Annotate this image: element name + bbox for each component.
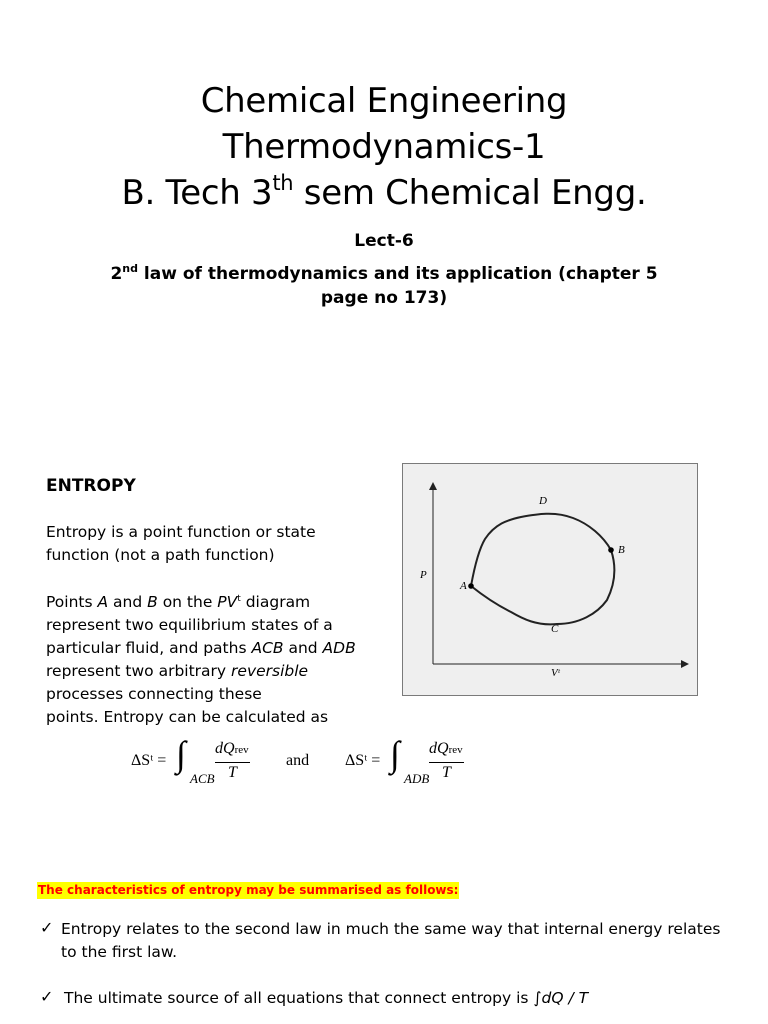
section-heading: ENTROPY	[46, 476, 136, 496]
v-axis-label: Vᵗ	[551, 667, 560, 679]
eq1-numerator	[215, 740, 249, 758]
point-a-marker	[468, 583, 474, 589]
pv-diagram-svg	[403, 464, 699, 697]
p-axis-label: P	[420, 569, 427, 581]
check-icon: ✓	[40, 989, 54, 1006]
eq2-dq: dQ	[429, 740, 449, 757]
eq2-fraction-bar	[429, 762, 464, 763]
paragraph-2-line-2: represent two equilibrium states of a	[46, 616, 333, 634]
title-line-2: Thermodynamics-1	[222, 127, 546, 167]
eq1-rev: rev	[234, 744, 249, 756]
cycle-path	[471, 514, 614, 625]
paragraph-2	[46, 591, 356, 729]
text-run: Points	[46, 593, 98, 611]
paragraph-2-line-6: points. Entropy can be calculated as	[46, 708, 329, 726]
text-run: and	[283, 639, 323, 657]
point-b-marker	[608, 547, 614, 553]
text-run: represent two arbitrary	[46, 662, 232, 680]
text-run: and	[108, 593, 148, 611]
paragraph-2-line-1	[46, 591, 356, 614]
subtitle-superscript: nd	[122, 262, 138, 275]
eq1-path: ACB	[190, 771, 215, 786]
eq1-denominator: T	[228, 764, 237, 781]
paragraph-2-line-5: processes connecting these	[46, 685, 262, 703]
paragraph-1	[46, 521, 316, 567]
paragraph-1-line-1: Entropy is a point function or state	[46, 523, 316, 541]
eq2-numerator	[429, 740, 463, 758]
characteristics-label: The characteristics of entropy may be summarised as follows:	[38, 883, 459, 897]
pv-diagram	[402, 463, 698, 696]
eq1-dq: dQ	[215, 740, 235, 757]
bullet-1	[61, 918, 720, 964]
subtitle-post: law of thermodynamics and its application (chapter 5	[138, 264, 658, 284]
eq-and: and	[286, 752, 310, 769]
eq2-rev: rev	[448, 744, 463, 756]
text-run: particular fluid, and paths	[46, 639, 252, 657]
check-icon: ✓	[40, 920, 54, 937]
eq2-lhs: ΔSᵗ =	[345, 752, 381, 769]
bullet-2	[64, 987, 588, 1010]
subtitle-line-2: page no 173)	[320, 288, 448, 308]
reversible-word: reversible	[231, 662, 309, 680]
paragraph-2-line-3	[46, 637, 356, 660]
bullet-1-line-1: Entropy relates to the second law in much the same way that internal energy relates	[61, 920, 721, 938]
title-superscript: th	[272, 171, 294, 195]
text-run: on the	[157, 593, 218, 611]
title-line-1: Chemical Engineering	[200, 81, 568, 121]
lecture-number: Lect-6	[354, 231, 414, 251]
point-c-label: C	[551, 623, 559, 635]
eq1-lhs: ΔSᵗ =	[131, 752, 167, 769]
point-d-label: D	[539, 495, 547, 507]
bullet-2-text: The ultimate source of all equations that connect entropy is	[64, 989, 534, 1007]
eq1-integral: ∫	[176, 734, 186, 774]
text-run: diagram	[240, 593, 311, 611]
title-line-3-post: sem Chemical Engg.	[293, 173, 647, 213]
paragraph-1-line-2: function (not a path function)	[46, 546, 275, 564]
pv-superscript: t	[237, 594, 241, 604]
path-acb-ref: ACB	[251, 639, 284, 657]
eq1-fraction-bar	[215, 762, 250, 763]
bullet-1-line-2: to the first law.	[61, 943, 178, 961]
path-adb-ref: ADB	[322, 639, 356, 657]
subtitle-pre: 2	[110, 264, 123, 284]
point-a-ref: A	[97, 593, 109, 611]
eq2-path: ADB	[404, 771, 430, 786]
point-a-label: A	[460, 580, 467, 592]
point-b-ref: B	[147, 593, 158, 611]
point-b-label: B	[618, 544, 625, 556]
eq2-integral: ∫	[390, 734, 400, 774]
title-line-3-pre: B. Tech 3	[121, 173, 273, 213]
eq2-denominator: T	[442, 764, 451, 781]
paragraph-2-line-4	[46, 660, 356, 683]
title-line-3	[0, 170, 768, 216]
bullet-2-formula: ∫dQ / T	[533, 989, 589, 1007]
subtitle-line-1	[0, 262, 768, 286]
pv-ref: PV	[217, 593, 238, 611]
